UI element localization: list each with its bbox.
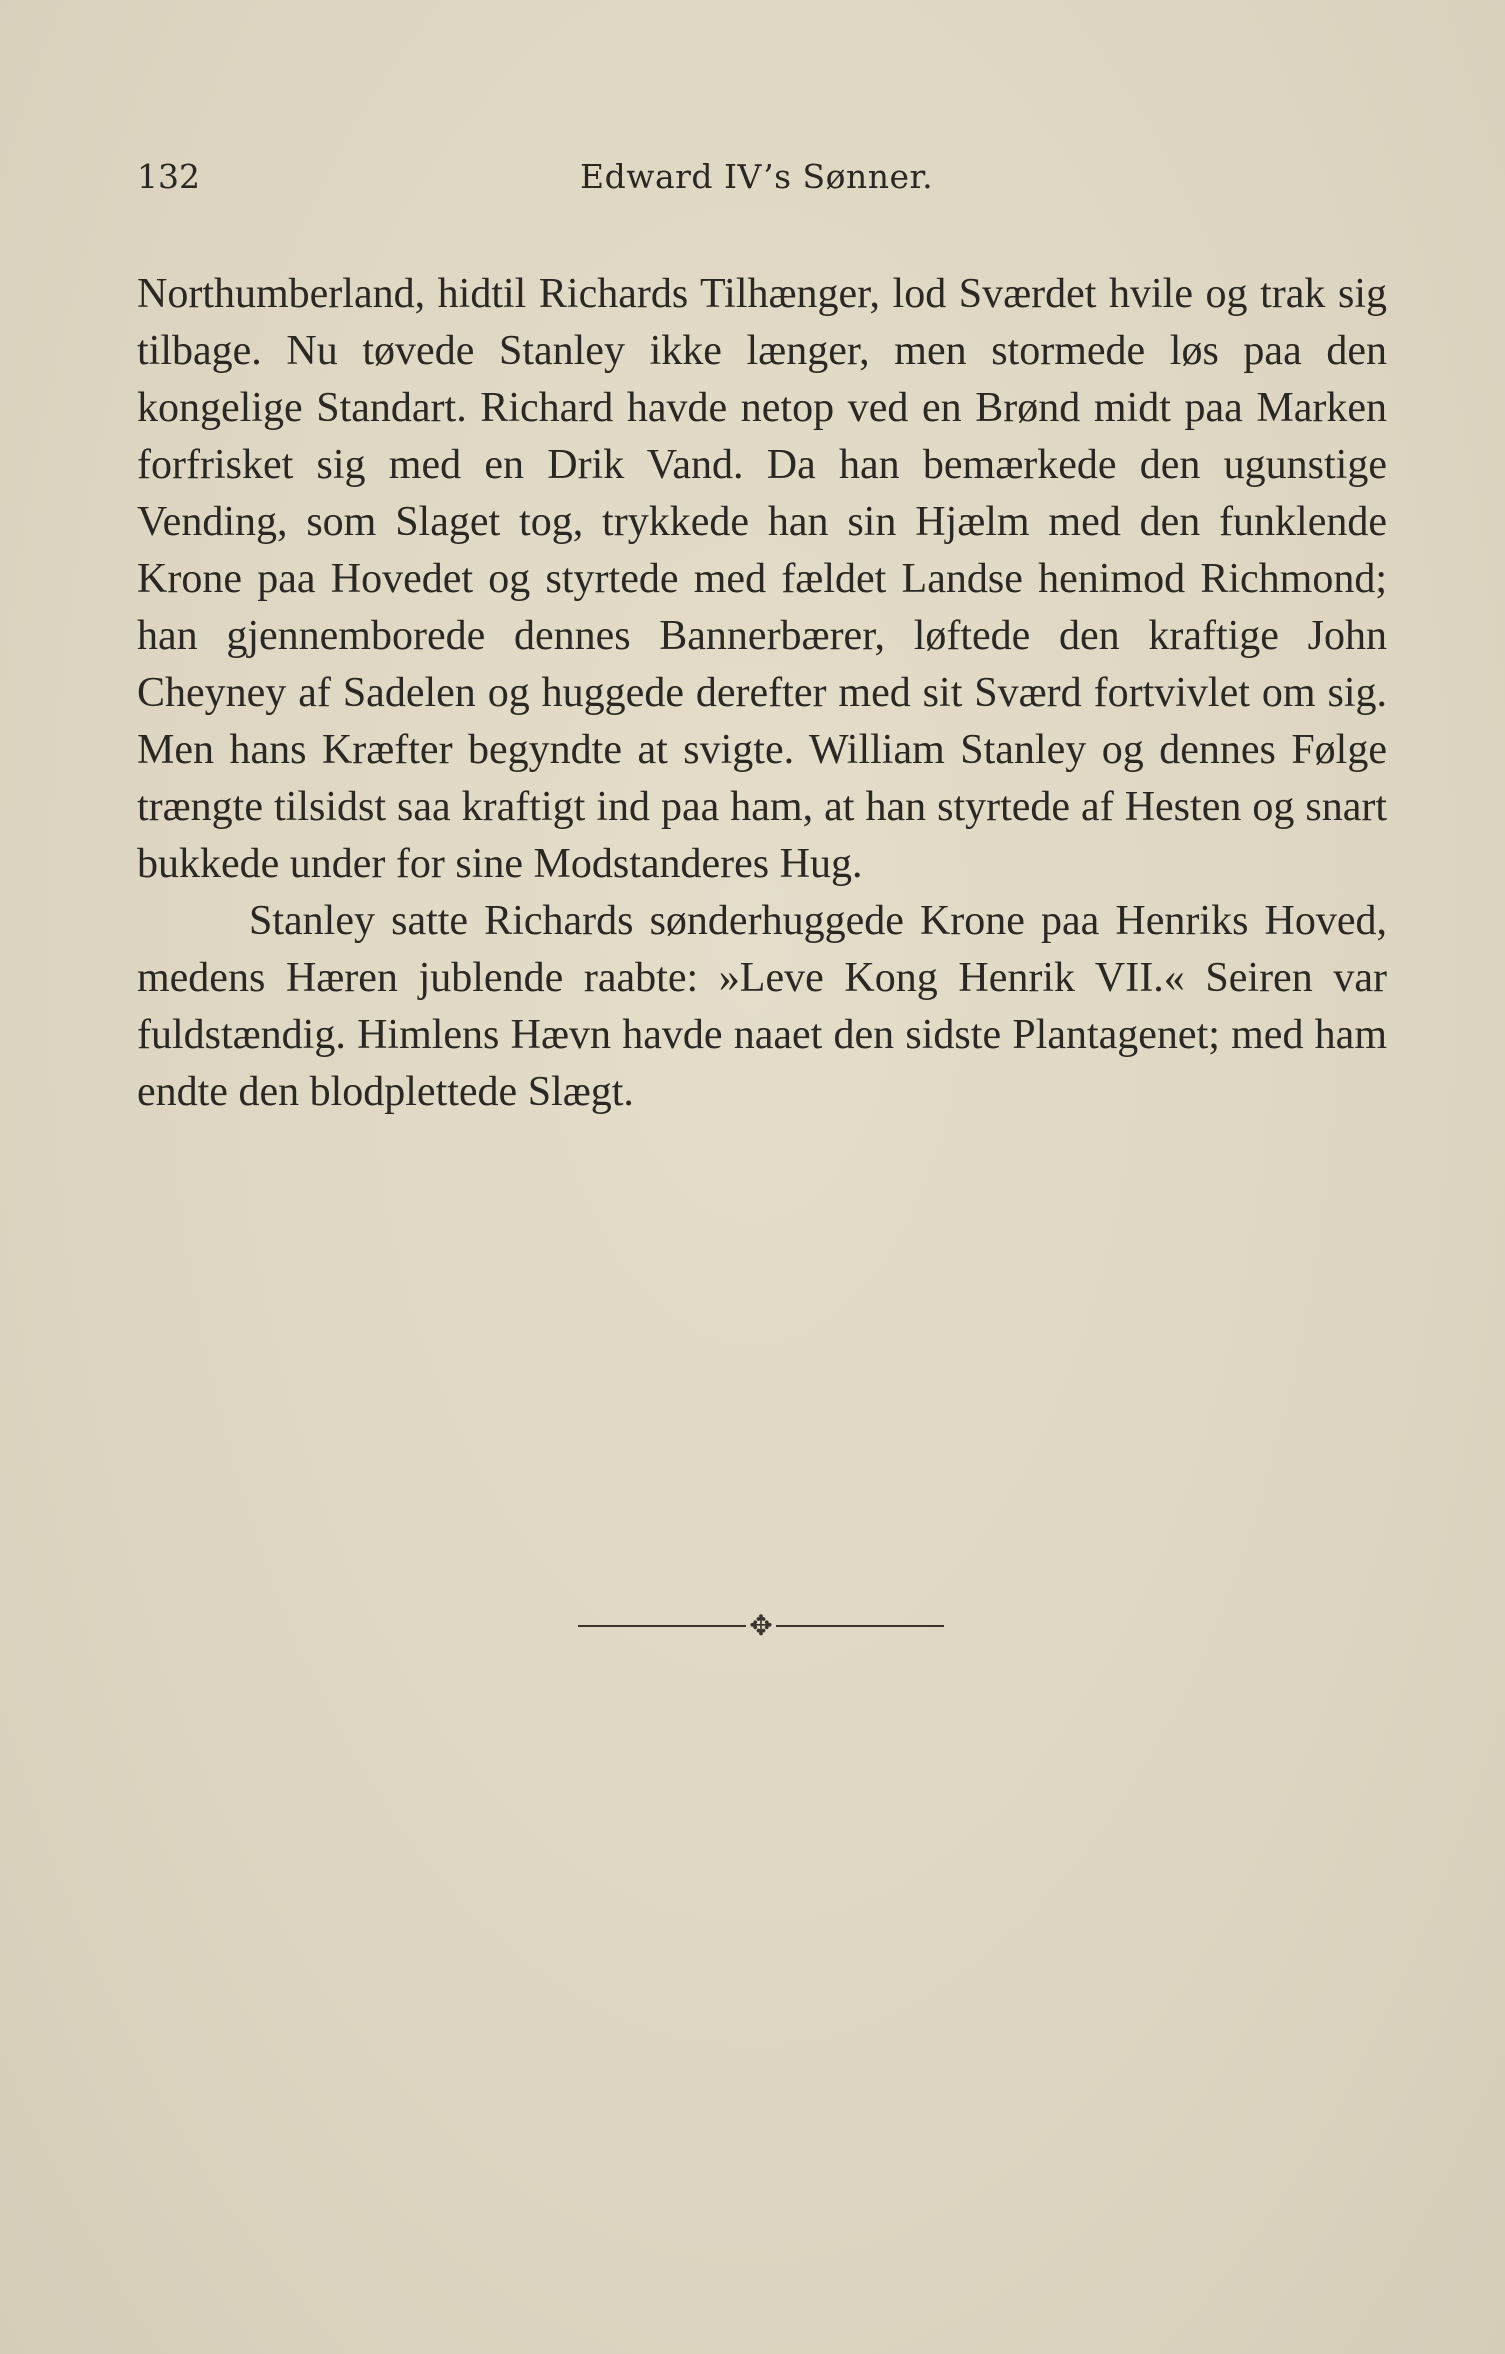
running-title: Edward IV’s Sønner. <box>580 157 934 196</box>
section-end-ornament <box>578 1608 944 1644</box>
body-text <box>137 266 1387 1121</box>
floral-ornament-icon: ✥ <box>749 1609 773 1642</box>
running-head <box>137 152 1387 202</box>
page-number: 132 <box>137 157 200 196</box>
paragraph-1: Northumberland, hidtil Richards Tilhænger, lod Sværdet hvile og trak sig tilbage. Nu tøvede Stanley ikke længer, men stormede løs paa den kongelige Standart. Richard havde netop ved en Brønd midt paa Marken forfrisket sig med en Drik Vand. Da han bemærkede den ugunstige Vending, som Slaget tog, trykkede han sin Hjælm med den funklende Krone paa Hovedet og styrtede med fældet Landse henimod Richmond; han gjennemborede dennes Bannerbærer, løftede den kraftige John Cheyney af Sadelen og huggede derefter med sit Sværd fortvivlet om sig. Men hans Kræfter begyndte at svigte. William Stanley og dennes Følge trængte tilsidst saa kraftigt ind paa ham, at han styrtede af Hesten og snart bukkede under for sine Modstanderes Hug. <box>137 271 1387 887</box>
ornament-rule-right <box>776 1625 944 1627</box>
ornament-rule-left <box>578 1625 746 1627</box>
paragraph-2: Stanley satte Richards sønderhuggede Krone paa Henriks Hoved, medens Hæren jublende raabte: »Leve Kong Henrik VII.« Seiren var fuldstændig. Himlens Hævn havde naaet den sidste Plantagenet; med ham endte den blodplettede Slægt. <box>137 898 1387 1115</box>
